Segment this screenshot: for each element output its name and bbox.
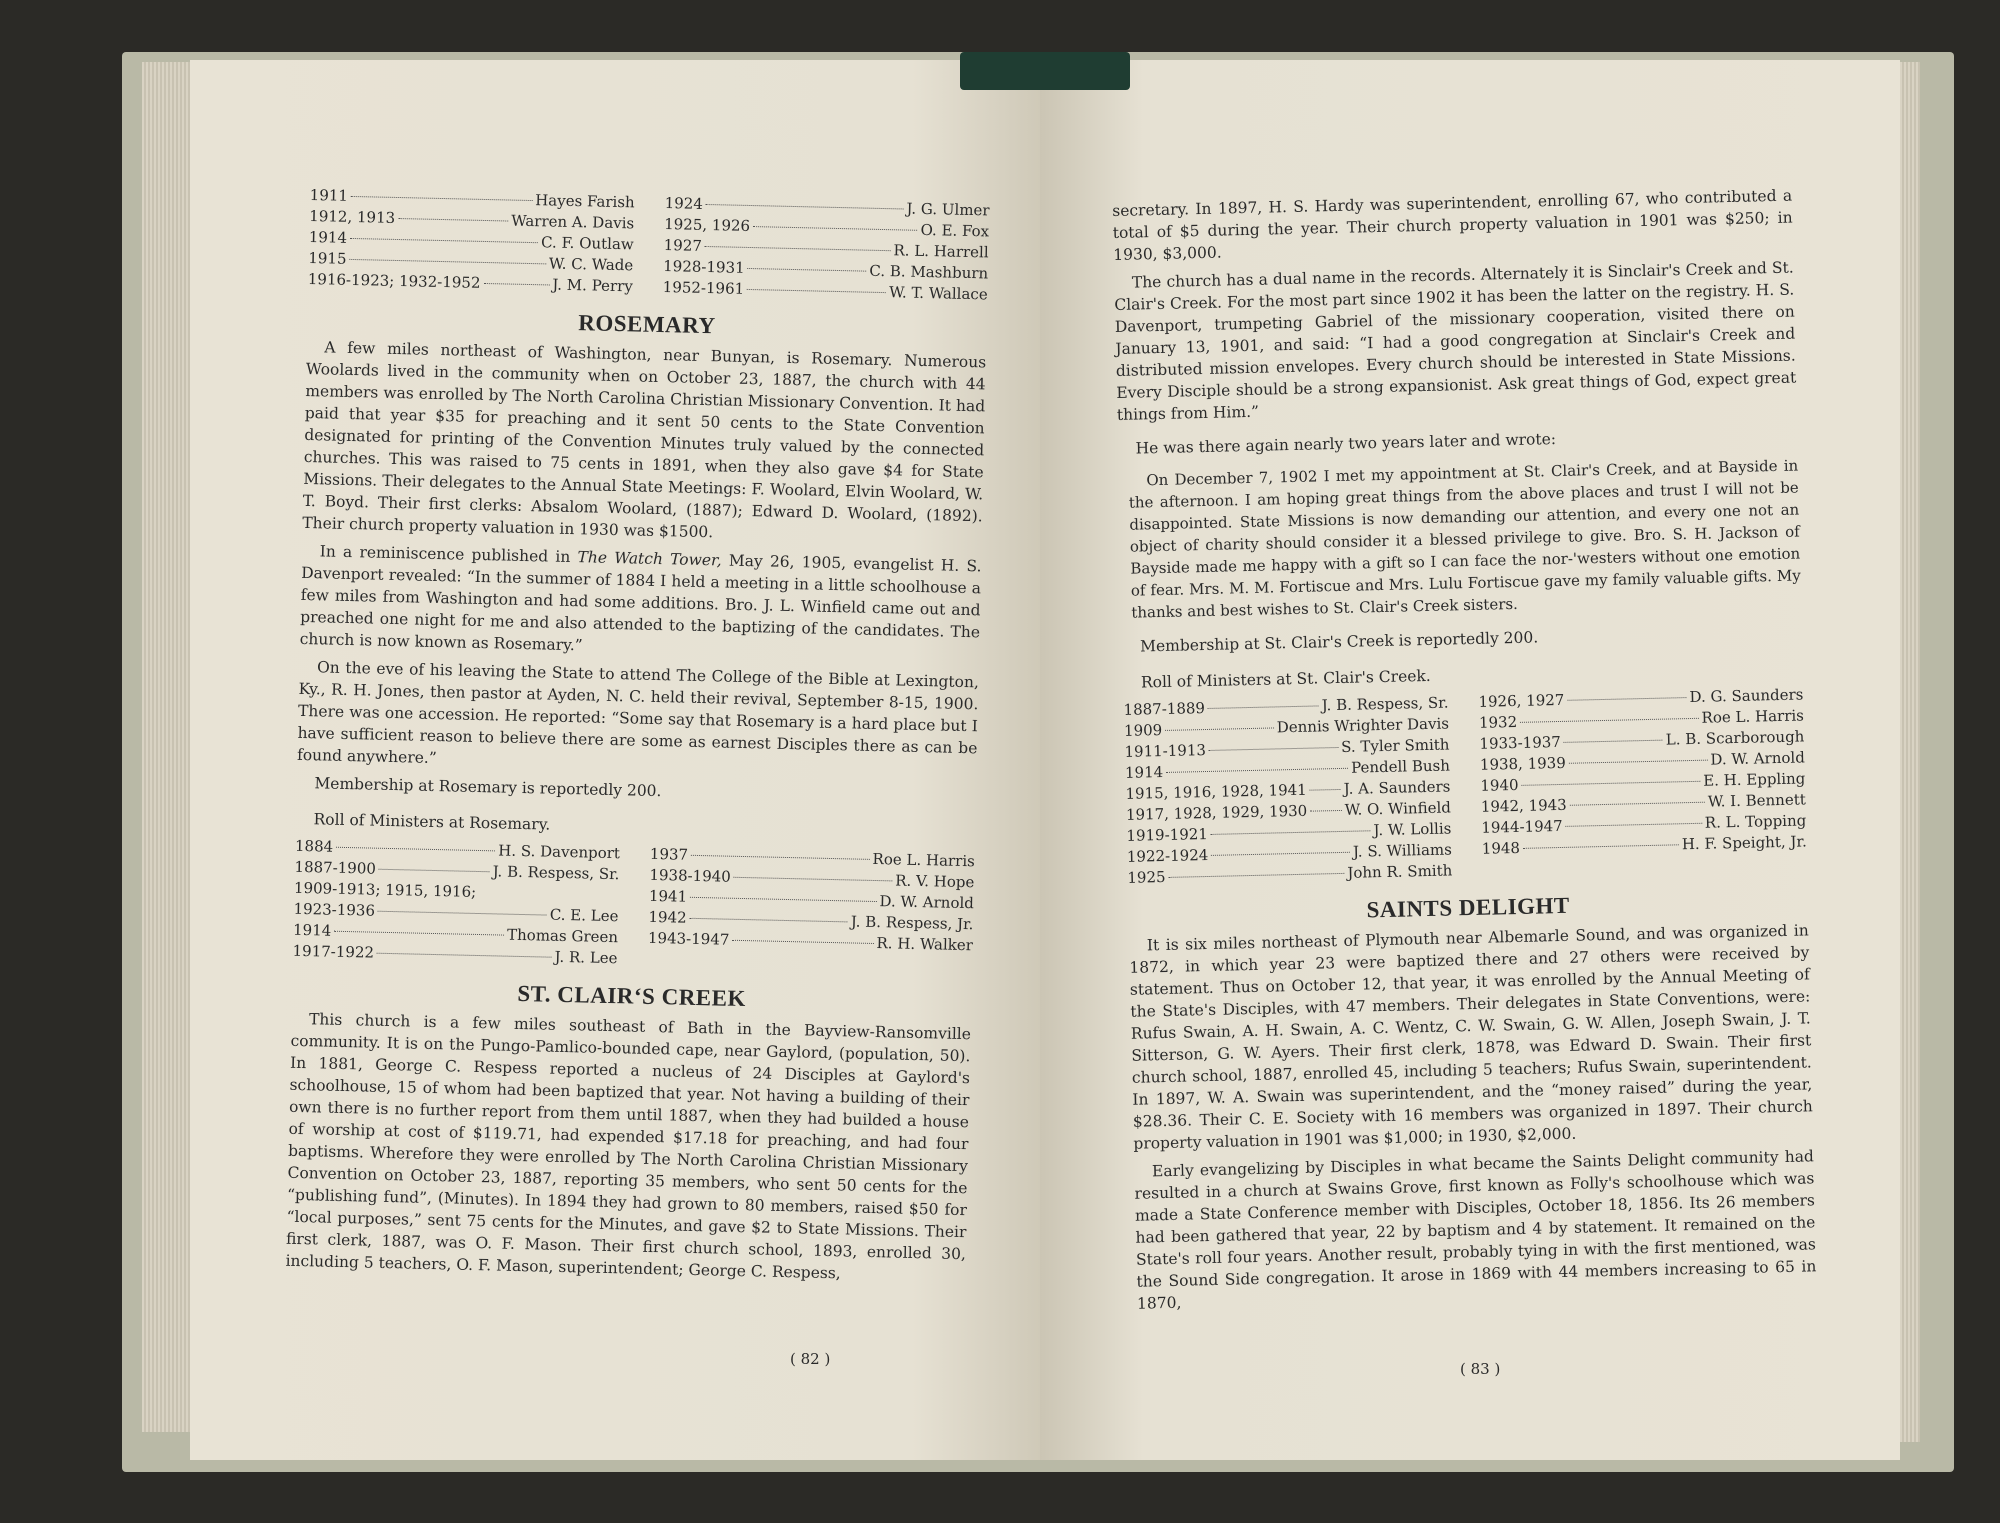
right-paragraph-3: He was there again nearly two years later and wrote:: [1135, 429, 1557, 458]
minister-years: 1914: [292, 920, 332, 940]
minister-name: Warren A. Davis: [511, 211, 635, 233]
rosemary-p2-before: In a reminiscence published in: [319, 542, 578, 567]
right-paragraph-1: secretary. In 1897, H. S. Hardy was superintendent, enrolling 67, who contributed a total of $5 during the year. Their church property valuation in 1901 was $250; in 1930, $3,000.: [1112, 186, 1793, 264]
leader-dots: [378, 911, 547, 916]
minister-name: J. B. Respess, Jr.: [850, 912, 974, 934]
leader-dots: [1310, 789, 1341, 791]
st-clairs-roll-title: Roll of Ministers at St. Clair's Creek.: [1140, 666, 1431, 692]
minister-years: 1884: [294, 836, 334, 856]
rosemary-paragraph-2: [299, 540, 981, 665]
minister-years: 1932: [1478, 712, 1518, 732]
leader-dots: [398, 218, 508, 221]
leader-dots: [1169, 873, 1345, 878]
leader-dots: [1310, 810, 1342, 812]
minister-years: 1919-1921: [1126, 824, 1209, 845]
rosemary-roll-title: Roll of Ministers at Rosemary.: [313, 810, 551, 834]
minister-years: 1942: [648, 907, 687, 927]
minister-name: E. H. Eppling: [1702, 769, 1806, 790]
minister-years: 1940: [1480, 775, 1519, 795]
minister-years: 1915: [308, 248, 347, 268]
minister-years: 1923-1936: [293, 899, 376, 920]
page-number-83: ( 83 ): [1460, 1360, 1501, 1378]
minister-name: W. T. Wallace: [888, 283, 988, 304]
minister-years: 1937: [649, 844, 689, 864]
rosemary-p2-after: May 26, 1905, evangelist H. S. Davenport revealed: “In the summer of 1884 I held a meeting in a little schoolhouse a few miles from Washington and had some additions. Bro. J. L. Winfield came out and preached one night for me and also attended to the baptizing of the candidates. The church is now known as Rosemary.”: [299, 551, 982, 655]
minister-name: C. F. Outlaw: [540, 233, 634, 254]
minister-years: 1927: [663, 236, 703, 255]
minister-years: 1914: [308, 227, 348, 247]
minister-years: 1909: [1123, 720, 1163, 740]
leader-dots: [1564, 740, 1663, 743]
minister-name: J. B. Respess, Sr.: [492, 862, 620, 884]
leader-dots: [1209, 747, 1338, 751]
st-clairs-creek-paragraph-1: This church is a few miles southeast of Bath in the Bayview-Ransomville community. It is on the Pungo-Pamlico-bounded cape, near Gaylord, (population, 50). In 1881, George C. Respess reported a nucleus of 24 Disciples at Gaylord's schoolhouse, 15 of whom had been baptized that year. Not having a building of their own there is no further report from them until 1887, when they had builded a house of worship at cost of $119.71, had expended $17.18 for preaching, and had four baptisms. Wherefore they were enrolled by The North Carolina Christian Missionary Convention on October 23, 1887, reporting 35 members, who sent 50 cents for the “publishing fund”, (Minutes). In 1894 they had grown to 80 members, raised $50 for “local purposes,” sent 75 cents for the Minutes, and gave $2 to State Missions. Their first clerk, 1887, was O. F. Mason. Their first church school, 1893, enrolled 30, including 5 teachers, O. F. Mason, superintendent; George C. Respess,: [285, 1010, 972, 1283]
minister-name: C. B. Mashburn: [869, 261, 989, 283]
minister-years: 1938-1940: [649, 865, 732, 886]
minister-name: J. G. Ulmer: [906, 199, 990, 220]
minister-name: S. Tyler Smith: [1340, 735, 1450, 756]
top-roll-right-column: [663, 193, 990, 305]
leader-dots: [691, 855, 869, 860]
leader-dots: [753, 226, 918, 231]
minister-name: R. L. Harrell: [893, 241, 989, 262]
minister-years: 1909-1913; 1915, 1916;: [293, 878, 477, 901]
top-roll: [308, 185, 990, 305]
leader-dots: [706, 204, 904, 209]
bookmark-ribbon: [960, 52, 1130, 90]
minister-years: 1911: [309, 185, 349, 205]
st-clairs-roll: [1123, 684, 1807, 888]
minister-years: 1914: [1124, 762, 1164, 782]
minister-name: J. M. Perry: [552, 275, 633, 296]
leader-dots: [1570, 802, 1705, 806]
minister-name: R. H. Walker: [876, 934, 974, 955]
minister-years: 1887-1889: [1123, 699, 1206, 719]
minister-name: J. S. Williams: [1352, 840, 1453, 861]
leader-dots: [734, 877, 892, 882]
right-page-content: [1112, 185, 1817, 1321]
st-clairs-creek-heading: ST. CLAIR‘S CREEK: [517, 980, 747, 1012]
davenport-quote: On December 7, 1902 I met my appointment at St. Clair's Creek, and at Bayside in the afternoon. I am hoping great things from the above places and trust I will not be disappointed. State Missions is now demanding our attention, and every one not an object of charity should consider it a blessed privilege to give. Bro. S. H. Jackson of Bayside made me happy with a gift so I can face the nor-'westers without one emotion of fear. Mrs. M. M. Fortiscue and Mrs. Lulu Fortiscue gave my family valuable gifts. My thanks and best wishes to St. Clair's Creek sisters.: [1128, 456, 1801, 622]
leader-dots: [705, 246, 891, 251]
minister-years: 1922-1924: [1126, 845, 1209, 866]
page-number-82: ( 82 ): [790, 1350, 831, 1368]
minister-name: D. G. Saunders: [1689, 685, 1804, 707]
minister-name: W. I. Bennett: [1707, 790, 1806, 811]
minister-years: 1925: [1127, 867, 1166, 887]
rosemary-paragraph-3: On the eve of his leaving the State to attend The College of the Bible at Lexington, Ky., R. H. Jones, then pastor at Ayden, N. C. held their revival, September 8-15, 1900. There was one accession. He reported: “Some say that Rosemary is a hard place but I have sufficient reason to believe there are some as earnest Disciples there as can be found anywhere.”: [296, 658, 980, 768]
minister-years: 1887-1900: [294, 857, 377, 878]
minister-years: 1941: [648, 886, 688, 906]
st-clairs-roll-left-column: [1123, 692, 1452, 888]
minister-years: 1933-1937: [1479, 732, 1562, 753]
minister-name: W. C. Wade: [548, 254, 634, 275]
minister-name: W. O. Winfield: [1344, 798, 1452, 819]
minister-years: 1911-1913: [1124, 741, 1207, 761]
leader-dots: [334, 931, 504, 936]
minister-name: R. V. Hope: [894, 871, 975, 892]
minister-name: John R. Smith: [1347, 861, 1453, 882]
leader-dots: [690, 918, 848, 923]
leader-dots: [379, 869, 490, 873]
minister-years: 1912, 1913: [309, 206, 396, 227]
minister-years: 1926, 1927: [1478, 690, 1565, 711]
leader-dots: [748, 268, 867, 272]
leader-dots: [1567, 697, 1686, 701]
leader-dots: [1165, 727, 1274, 730]
leader-dots: [349, 259, 545, 264]
st-clairs-membership: Membership at St. Clair's Creek is reportedly 200.: [1139, 628, 1539, 656]
minister-years: 1948: [1481, 838, 1521, 858]
rosemary-roll: [292, 836, 975, 977]
saints-delight-paragraph-2: Early evangelizing by Disciples in what became the Saints Delight community had resulted in a church at Swains Grove, first known as Folly's schoolhouse which was made a State Conference member with Disciples, October 18, 1856. Its 26 members had been gathered that year, 22 by baptism and 4 by statement. It remained on the State's roll four years. Another result, probably tying in with the first mentioned, was the Sound Side congregation. It arose in 1869 with 44 members increasing to 65 in 1870,: [1134, 1147, 1817, 1313]
rosemary-heading: ROSEMARY: [577, 310, 716, 339]
leader-dots: [747, 289, 886, 293]
minister-years: 1925, 1926: [664, 215, 751, 235]
minister-years: 1917-1922: [292, 941, 375, 962]
leader-dots: [483, 283, 549, 285]
leader-dots: [1166, 768, 1348, 773]
minister-years: 1944-1947: [1481, 816, 1563, 837]
minister-name: D. W. Arnold: [879, 892, 975, 913]
leader-dots: [1208, 705, 1319, 709]
minister-name: J. W. Lollis: [1373, 819, 1452, 840]
leader-dots: [1520, 718, 1698, 723]
minister-years: 1916-1923; 1932-1952: [307, 269, 481, 292]
rosemary-paragraph-1: A few miles northeast of Washington, near Bunyan, is Rosemary. Numerous Woolards lived in the community when on October 23, 1887, the church with 44 members was enrolled by The North Carolina Christian Missionary Convention. It had paid that year $35 for preaching and it sent 50 cents to the State Convention designated for printing of the Convention Minutes truly valued by the connected churches. This was raised to 75 cents in 1891, when they also gave $4 for State Missions. Their delegates to the Annual State Meetings: F. Woolard, Elvin Woolard, W. T. Boyd. Their first clerks: Absalom Woolard, (1887); Edward D. Woolard, (1892). Their church property valuation in 1930 was $1500.: [302, 338, 987, 542]
watch-tower-title: The Watch Tower,: [577, 548, 722, 570]
leader-dots: [1211, 830, 1371, 835]
leader-dots: [351, 196, 532, 201]
minister-name: Hayes Farish: [535, 191, 635, 212]
minister-name: Roe L. Harris: [872, 849, 976, 871]
minister-name: O. E. Fox: [920, 220, 990, 241]
minister-name: J. B. Respess, Sr.: [1321, 693, 1449, 715]
minister-years: 1915, 1916, 1928, 1941: [1125, 780, 1307, 803]
leader-dots: [377, 953, 552, 958]
minister-years: 1942, 1943: [1480, 795, 1567, 816]
minister-name: H. S. Davenport: [498, 841, 621, 863]
leader-dots: [1569, 760, 1708, 764]
leader-dots: [1522, 781, 1701, 786]
top-roll-left-column: [308, 185, 635, 297]
minister-name: D. W. Arnold: [1710, 748, 1806, 769]
saints-delight-paragraph-1: It is six miles northeast of Plymouth near Albemarle Sound, and was organized in 1872, in which year 23 were baptized there and 27 others were received by statement. Thus on October 12, that year, it was enrolled by the Annual Meeting of the State's Disciples, with 47 members. Their delegates in State Conventions, were: Rufus Swain, A. H. Swain, A. C. Wentz, C. W. Swain, G. W. Allen, Joseph Swain, J. T. Sitterson, G. W. Ayers. Their first clerk, 1878, was Edward D. Swain. Their first church school, 1887, enrolled 45, including 5 teachers; Rufus Swain, superintendent. In 1897, W. A. Swain was superintendent, and the “money raised” during the year, $28.36. Their C. E. Society with 16 members was organized in 1897. Their church property valuation in 1901 was $1,000; in 1930, $2,000.: [1129, 921, 1813, 1153]
rosemary-roll-right-column: [647, 844, 975, 977]
left-page: [190, 60, 1040, 1460]
rosemary-roll-left-column: [292, 836, 620, 969]
leader-dots: [1211, 852, 1350, 856]
minister-name: C. E. Lee: [549, 905, 619, 926]
minister-years: 1938, 1939: [1479, 753, 1566, 774]
leader-dots: [690, 897, 876, 902]
leader-dots: [350, 238, 538, 243]
minister-name: R. L. Topping: [1704, 811, 1807, 832]
minister-name: L. B. Scarborough: [1665, 727, 1805, 749]
left-page-content: [285, 185, 990, 1293]
minister-name: Roe L. Harris: [1701, 706, 1805, 727]
leader-dots: [1523, 844, 1679, 849]
minister-years: 1943-1947: [647, 928, 730, 949]
leader-dots: [336, 847, 495, 852]
leader-dots: [1566, 823, 1702, 827]
saints-delight-heading: SAINTS DELIGHT: [1366, 892, 1571, 923]
minister-years: 1928-1931: [663, 257, 745, 277]
minister-name: J. A. Saunders: [1343, 777, 1451, 798]
right-paragraph-2: The church has a dual name in the records. Alternately it is Sinclair's Creek and St. Clair's Creek. For the most part since 1902 it has been the latter on the registry. H. S. Davenport, trumpeting Gabriel of the missionary cooperation, visited there on January 13, 1901, and said: “I had a good congregation at Sinclair's Creek and distributed mission envelopes. Every church should be interested in State Missions. Every Disciple should be a strong expansionist. Ask great things of God, expect great things from Him.”: [1114, 258, 1797, 424]
minister-name: H. F. Speight, Jr.: [1681, 832, 1807, 854]
st-clairs-roll-right-column: [1478, 684, 1807, 880]
minister-name: J. R. Lee: [554, 947, 618, 968]
minister-name: Dennis Wrighter Davis: [1276, 714, 1450, 737]
minister-name: Pendell Bush: [1350, 756, 1451, 777]
minister-years: 1917, 1928, 1929, 1930: [1125, 801, 1308, 824]
rosemary-membership: Membership at Rosemary is reportedly 200.: [314, 774, 662, 801]
leader-dots: [732, 940, 873, 944]
minister-years: 1952-1961: [662, 278, 745, 298]
minister-years: 1924: [664, 194, 704, 213]
minister-name: Thomas Green: [506, 925, 619, 947]
right-page: [1040, 60, 1900, 1460]
